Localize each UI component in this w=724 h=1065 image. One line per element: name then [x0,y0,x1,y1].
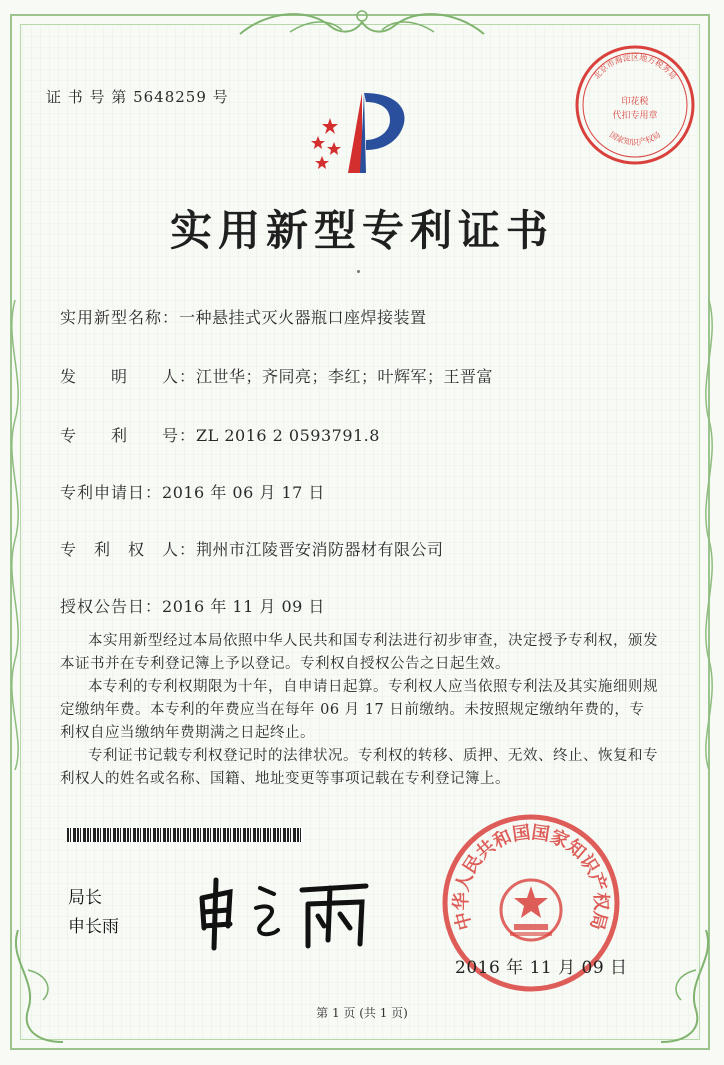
field-value: 江世华；齐同亮；李红；叶辉军；王晋富 [196,367,494,386]
field-label: 实用新型名称： [60,308,180,327]
bottom-left-ornament [8,930,68,1050]
paragraph-term: 本专利的专利权期限为十年，自申请日起算。专利权人应当依照专利法及其实施细则规定缴纳年费。本专利的年费应当在每年 06 月 17 日前缴纳。未按照规定缴纳年费的，专利权自应当缴纳年费期满之日起终止。 [60,679,658,741]
seal-text: 中华人民共和国国家知识产权局 [450,822,612,933]
top-ornament [230,4,494,44]
tax-stamp [572,42,698,168]
field-value: 荆州市江陵晋安消防器材有限公司 [196,540,444,559]
field-inventors [60,364,493,387]
field-label: 授权公告日： [60,597,163,616]
tax-stamp-sub-text: 代扣专用章 [612,111,658,121]
certificate-number: 证 书 号 第 5648259 号 [46,88,229,106]
signatory-block [68,884,119,942]
page-footer: 第 1 页 (共 1 页) [316,1006,408,1020]
field-label: 专利申请日： [60,483,163,502]
patent-office-logo [300,88,420,178]
field-grant-date [60,594,325,617]
field-patentee [60,537,444,560]
left-border-ornament [4,300,26,770]
right-border-ornament [698,300,720,770]
field-value: 2016 年 11 月 09 日 [162,597,325,616]
paragraph-grant: 本实用新型经过本局依照中华人民共和国专利法进行初步审查，决定授予专利权，颁发本证书并在专利登记簿上予以登记。专利权自授权公告之日起生效。 [60,633,658,672]
field-label: 专 利 号： [60,426,197,445]
tax-stamp-top-text: 北京市海淀区地方税务局 [592,52,678,82]
body-text [60,630,658,791]
tax-stamp-mid-text: 印花税 [621,97,649,107]
field-label: 发 明 人： [60,367,197,386]
field-patent-number [60,423,380,446]
tax-stamp-bottom-text: 国家知识产权局 [607,130,663,147]
field-label: 专 利 权 人： [60,540,197,559]
issue-date: 2016 年 11 月 09 日 [455,958,628,978]
decorative-dot [357,270,360,273]
paragraph-register: 专利证书记载专利权登记时的法律状况。专利权的转移、质押、无效、终止、恢复和专利权人的姓名或名称、国籍、地址变更等事项记载在专利登记簿上。 [60,748,658,787]
field-application-date [60,480,325,503]
barcode [67,828,303,842]
field-value: 一种悬挂式灭火器瓶口座焊接装置 [179,308,427,327]
handwritten-signature [190,868,380,958]
svg-text:国家知识产权局 [608,130,662,147]
bottom-right-ornament [656,930,716,1050]
certificate-title: 实用新型专利证书 [169,206,554,255]
field-value: ZL 2016 2 0593791.8 [196,426,380,445]
signatory-name: 申长雨 [68,917,119,937]
field-value: 2016 年 06 月 17 日 [162,483,325,502]
field-utility-model-name [60,305,427,328]
signatory-title: 局长 [68,888,102,908]
